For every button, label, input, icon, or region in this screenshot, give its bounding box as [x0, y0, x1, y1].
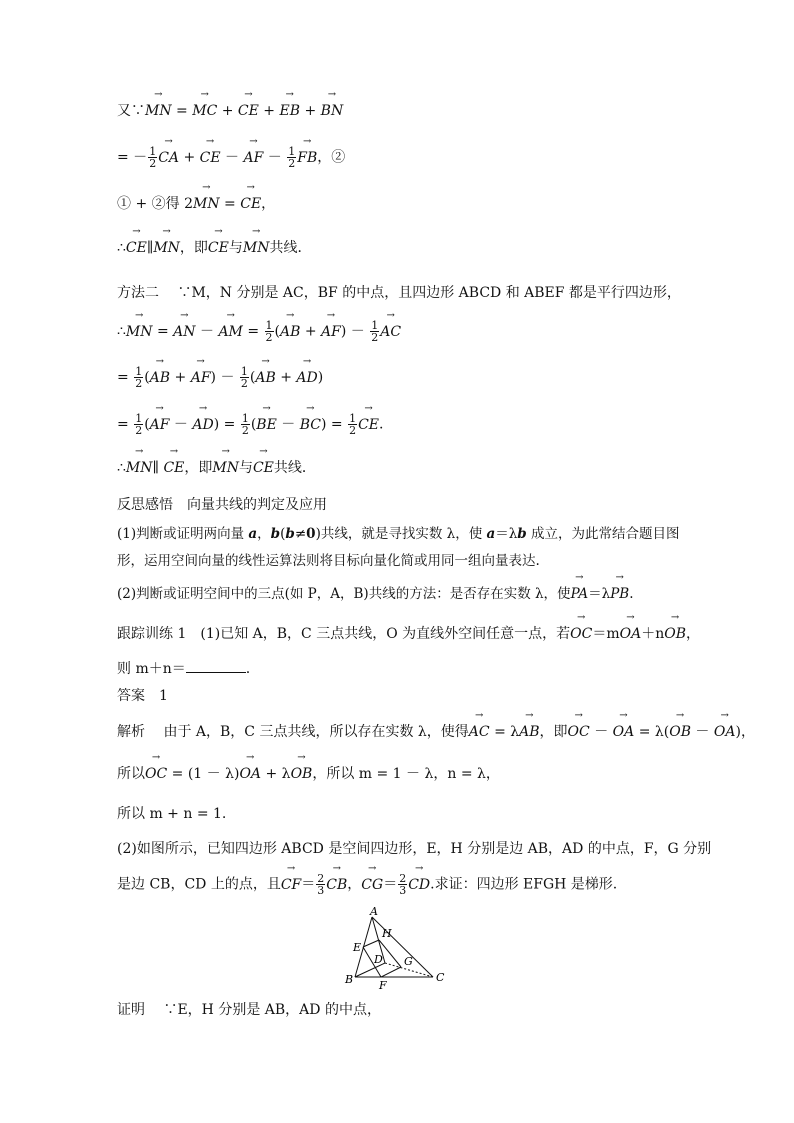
vector-mn: → MN	[145, 101, 172, 121]
plus: +	[275, 369, 297, 386]
text: ) －	[340, 323, 370, 340]
reflection-heading	[117, 495, 699, 515]
paren: )	[317, 369, 324, 386]
vector-mn: → MN	[193, 194, 220, 214]
denominator: 2	[149, 157, 157, 170]
text: ，②	[317, 149, 346, 166]
text: 方法二 ∵M，N 分别是 AC，BF 的中点，且四边形 ABCD 和 ABEF 都是平行四边形，	[117, 285, 681, 301]
paren: (	[144, 416, 150, 433]
text: ≠	[294, 526, 307, 542]
text: 又∵	[117, 103, 145, 119]
proof-line-9	[117, 458, 699, 478]
vector-b: b	[270, 526, 281, 542]
label-b: B	[345, 973, 354, 986]
text: .求证：四边形 EFGH 是梯形.	[430, 876, 618, 893]
numerator: 1	[265, 319, 273, 332]
paren: (	[144, 369, 150, 386]
numerator: 2	[317, 872, 325, 885]
denominator: 3	[399, 884, 407, 897]
text: )，	[735, 724, 755, 740]
vector-oc: → OC	[145, 764, 167, 784]
minus: －	[195, 323, 219, 340]
vector-ab: → AB	[519, 722, 539, 742]
vector-ad: → AD	[296, 368, 317, 388]
proof-line-7	[117, 366, 699, 389]
label-d: D	[374, 953, 383, 966]
proof-line-1	[117, 101, 699, 121]
minus: －	[263, 149, 287, 166]
text: =	[117, 416, 134, 433]
denominator: 2	[349, 424, 357, 437]
equals: =	[219, 196, 241, 212]
text: ∴	[117, 460, 126, 476]
answer-value: 1	[159, 688, 168, 704]
paren: (	[274, 323, 280, 340]
text: (1)判断或证明两向量	[117, 526, 249, 542]
text: ) =	[213, 416, 240, 433]
label-e: E	[353, 941, 362, 954]
vector-ad: → AD	[192, 415, 213, 435]
vector-ce: → CE	[238, 101, 259, 121]
text: ＝	[301, 876, 316, 893]
text: ① + ②得 2	[117, 196, 193, 212]
vector-mn: → MN	[243, 238, 270, 258]
vector-ce: → CE	[126, 238, 147, 258]
proof-line-4	[117, 238, 699, 258]
vector-mn: → MN	[126, 322, 153, 342]
text: ，即	[184, 460, 213, 476]
text: ，	[686, 626, 701, 642]
denominator: 2	[265, 331, 273, 344]
vector-mn: → MN	[212, 458, 239, 478]
vector-oa: → OA	[613, 722, 635, 742]
numerator: 1	[371, 319, 379, 332]
vector-oc: → OC	[568, 722, 590, 742]
vector-ca: → CA	[158, 148, 179, 168]
text: (2)如图所示，已知四边形 ABCD 是空间四边形，E，H 分别是边 AB，AD 的中点，F，G 分别	[117, 841, 712, 857]
method-two-heading	[117, 283, 699, 303]
text: 解析 由于 A，B，C 三点共线，所以存在实数 λ，使得	[117, 724, 469, 740]
text: 则 m＋n＝	[117, 661, 186, 677]
plus: +	[217, 103, 238, 119]
text: ，	[261, 196, 276, 212]
vector-oa: → OA	[714, 722, 736, 742]
vector-cd: → CD	[408, 875, 430, 895]
text: 跟踪训练 1 (1)已知 A，B，C 三点共线，O 为直线外空间任意一点，若	[117, 626, 571, 642]
vector-ob: → OB	[291, 764, 313, 784]
equals: =	[242, 323, 264, 340]
equals: =	[171, 103, 193, 119]
vector-mn: → MN	[126, 458, 153, 478]
text: 是边 CB，CD 上的点，且	[117, 876, 281, 893]
denominator: 2	[371, 331, 379, 344]
text: + λ	[261, 766, 291, 782]
numerator: 1	[349, 412, 357, 425]
vector-bn: → BN	[321, 101, 344, 121]
zero-vector: 0	[306, 526, 316, 542]
edge-ac	[372, 917, 433, 977]
edge-fg	[381, 967, 401, 977]
vector-fb: → FB	[297, 148, 317, 168]
fraction-half	[265, 320, 274, 343]
plus: +	[258, 103, 280, 119]
parallel: ∥	[152, 460, 164, 476]
fraction-half	[134, 413, 143, 436]
proof-start	[117, 1000, 699, 1020]
text: )共线，就是寻找实数 λ，使	[315, 526, 487, 542]
text: ，	[257, 526, 271, 542]
label-f: F	[379, 979, 387, 992]
vector-af: → AF	[244, 148, 264, 168]
text: 证明 ∵E，H 分别是 AB，AD 的中点，	[117, 1002, 381, 1018]
proof-line-3	[117, 194, 699, 214]
text: 共线．	[269, 240, 312, 256]
reflection-label: 反思感悟	[117, 497, 173, 513]
exercise-1-line-1	[117, 624, 699, 644]
text: ＝m	[592, 626, 620, 642]
exercise-1-line-2	[117, 659, 699, 679]
vector-af: → AF	[191, 368, 211, 388]
text: = λ(	[634, 724, 670, 740]
vector-ce: → CE	[200, 148, 221, 168]
text: 所以	[117, 766, 145, 782]
numerator: 1	[288, 145, 296, 158]
plus: +	[179, 149, 200, 166]
text: 与	[228, 240, 243, 256]
vector-ce: → CE	[253, 458, 274, 478]
text: ∴	[117, 240, 126, 256]
minus: －	[589, 724, 613, 740]
label-h: H	[382, 927, 392, 940]
numerator: 1	[135, 412, 143, 425]
parallel: ∥	[146, 240, 154, 256]
fraction-half	[134, 366, 143, 389]
numerator: 2	[399, 872, 407, 885]
plus: +	[300, 323, 322, 340]
vector-ab: → AB	[150, 368, 170, 388]
fraction-half	[148, 146, 157, 169]
denominator: 3	[317, 884, 325, 897]
vector-ce: → CE	[358, 415, 379, 435]
text: ，所以 m = 1 － λ，n = λ，	[312, 766, 500, 782]
exercise-2-line-1	[117, 839, 712, 859]
vector-cb: → CB	[326, 875, 347, 895]
fraction-half	[370, 320, 379, 343]
vector-mc: → MC	[192, 101, 217, 121]
vector-ce: → CE	[208, 238, 229, 258]
vector-b: b	[517, 526, 527, 542]
text: .	[379, 416, 384, 433]
vector-an: → AN	[173, 322, 195, 342]
text: (2)判断或证明空间中的三点(如 P，A，B)共线的方法：是否存在实数 λ，使	[117, 586, 571, 602]
vector-ac: → AC	[380, 322, 401, 342]
label-a: A	[370, 905, 378, 918]
denominator: 2	[240, 377, 248, 390]
denominator: 2	[241, 424, 249, 437]
quadrilateral-figure	[335, 905, 455, 995]
text: .	[245, 661, 251, 677]
vector-ce: → CE	[240, 194, 261, 214]
vector-af: → AF	[150, 415, 170, 435]
vector-b: b	[285, 526, 295, 542]
minus: －	[276, 416, 300, 433]
text: ＝	[383, 876, 398, 893]
numerator: 1	[149, 145, 157, 158]
answer-blank	[186, 672, 246, 673]
text: = －	[117, 149, 148, 166]
paren: (	[249, 369, 256, 386]
solution-line-1	[117, 722, 755, 742]
minus: －	[690, 724, 714, 740]
vector-cg: → CG	[361, 875, 383, 895]
vector-oa: → OA	[620, 624, 642, 644]
vector-oa: → OA	[239, 764, 261, 784]
vector-pb: → PB	[610, 584, 629, 604]
vector-a: a	[486, 526, 496, 542]
text: = (1 － λ)	[167, 766, 240, 782]
text: =	[117, 369, 134, 386]
reflection-point-2	[117, 584, 699, 604]
text: ＝λ	[588, 586, 611, 602]
text: (	[280, 526, 286, 542]
label-c: C	[436, 971, 445, 984]
vector-eb: → EB	[280, 101, 301, 121]
denominator: 2	[288, 157, 296, 170]
label-g: G	[404, 955, 413, 968]
vector-ob: → OB	[664, 624, 686, 644]
vector-a: a	[248, 526, 258, 542]
vector-be: → BE	[256, 415, 277, 435]
text: ，	[347, 876, 362, 893]
text: 所以 m + n = 1.	[117, 806, 227, 822]
text: ∴	[117, 323, 126, 340]
plus: +	[300, 103, 321, 119]
vector-af: → AF	[321, 322, 341, 342]
proof-line-8	[117, 413, 699, 436]
denominator: 2	[135, 377, 143, 390]
vector-ab: → AB	[280, 322, 300, 342]
vector-ce: → CE	[163, 458, 184, 478]
fraction-two-thirds	[398, 873, 407, 896]
vector-ab: → AB	[255, 368, 275, 388]
text: 共线．	[273, 460, 316, 476]
text: ) －	[210, 369, 239, 386]
vector-cf: → CF	[281, 875, 301, 895]
text: ，即	[179, 240, 208, 256]
plus: +	[170, 369, 191, 386]
text: 成立，为此常结合题目图形，运用空间向量的线性运算法则将目标向量化简或用同一组向量表达.	[117, 526, 680, 569]
denominator: 2	[135, 424, 143, 437]
answer-label: 答案	[117, 688, 145, 704]
fraction-half	[348, 413, 357, 436]
text: .	[629, 586, 634, 602]
vector-am: → AM	[218, 322, 242, 342]
exercise-2-line-2	[117, 873, 699, 896]
fraction-half	[287, 146, 296, 169]
paren: (	[250, 416, 257, 433]
numerator: 1	[135, 365, 143, 378]
minus: －	[169, 416, 193, 433]
vector-ob: → OB	[669, 722, 691, 742]
text: ＝λ	[495, 526, 518, 542]
proof-line-6	[117, 320, 699, 343]
vector-ac: → AC	[469, 722, 490, 742]
text: ＋n	[641, 626, 665, 642]
text: ) =	[320, 416, 348, 433]
fraction-two-thirds	[316, 873, 325, 896]
fraction-half	[240, 366, 249, 389]
text: ，即	[539, 724, 568, 740]
reflection-point-1	[117, 521, 699, 575]
vector-bc: → BC	[300, 415, 321, 435]
numerator: 1	[241, 412, 249, 425]
reflection-title: 向量共线的判定及应用	[187, 497, 327, 513]
solution-line-2	[117, 764, 699, 784]
text: 与	[238, 460, 253, 476]
text: = λ	[489, 724, 520, 740]
vector-mn: → MN	[153, 238, 180, 258]
proof-line-2	[117, 146, 699, 169]
answer-line	[117, 686, 699, 706]
numerator: 1	[240, 365, 248, 378]
vector-oc: → OC	[570, 624, 592, 644]
solution-line-3	[117, 804, 699, 824]
minus: －	[220, 149, 244, 166]
vector-pa: → PA	[571, 584, 589, 604]
fraction-half	[241, 413, 250, 436]
equals: =	[152, 323, 174, 340]
